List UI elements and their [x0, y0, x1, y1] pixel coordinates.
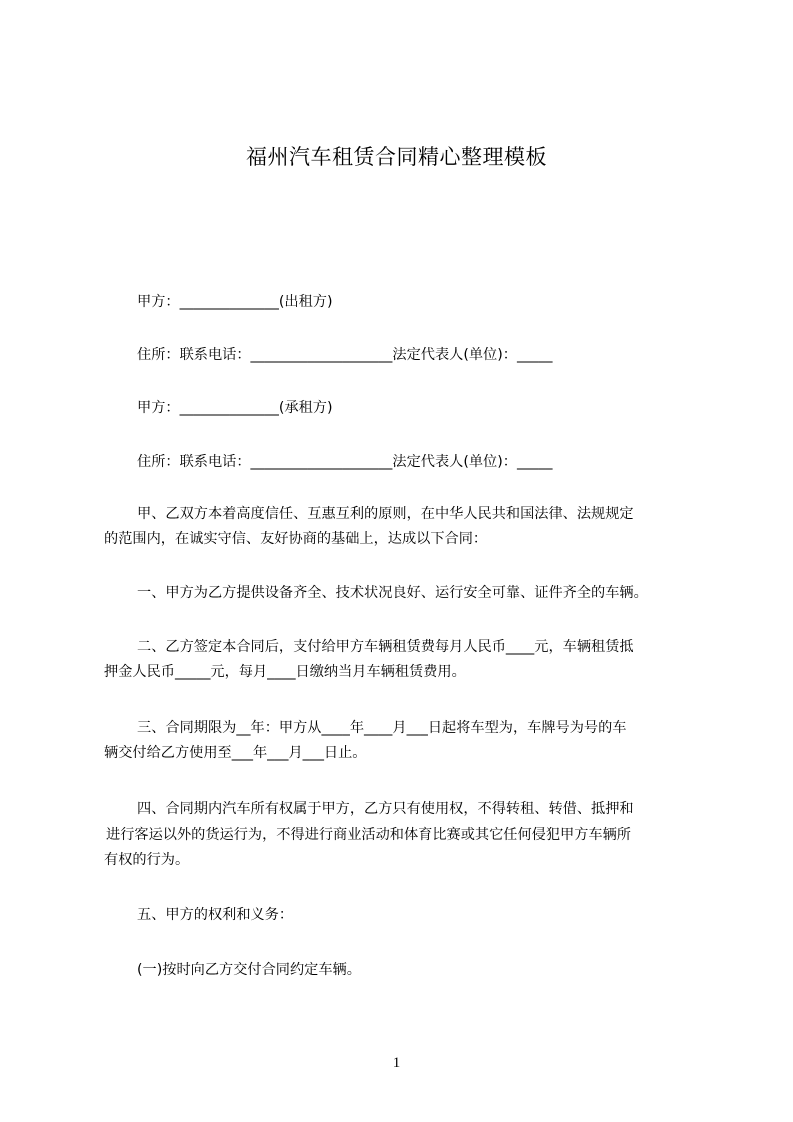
clause-4-line-3: 有权的行为。 [104, 852, 190, 868]
clause-3-line-1: 三、合同期限为__年：甲方从____年____月___日起将车型为，车牌号为号的车 [137, 720, 627, 736]
document-title: 福州汽车租赁合同精心整理模板 [246, 145, 547, 169]
clause-2-line-2: 押金人民币_____元，每月____日缴纳当月车辆租赁费用。 [104, 664, 466, 680]
clause-4-line-1: 四、合同期内汽车所有权属于甲方，乙方只有使用权，不得转租、转借、抵押和 [137, 801, 634, 817]
party-a-line: 甲方：______________(出租方) [137, 294, 333, 310]
preamble-line-2: 的范围内，在诚实守信、友好协商的基础上，达成以下合同： [104, 531, 488, 547]
clause-2-line-1: 二、乙方签定本合同后，支付给甲方车辆租赁费每月人民币____元，车辆租赁抵 [137, 639, 634, 655]
clause-4-line-2: 进行客运以外的货运行为，不得进行商业活动和体育比赛或其它任何侵犯甲方车辆所 [106, 827, 631, 843]
party-a-address-line: 住所：联系电话：____________________法定代表人(单位)：_____ [137, 347, 553, 363]
clause-5-item-1: (一)按时向乙方交付合同约定车辆。 [137, 962, 361, 978]
party-b-address-line: 住所：联系电话：____________________法定代表人(单位)：_____ [137, 454, 553, 470]
preamble-line-1: 甲、乙双方本着高度信任、互惠互利的原则，在中华人民共和国法律、法规规定 [137, 506, 634, 522]
clause-5-heading: 五、甲方的权利和义务： [137, 907, 294, 923]
clause-1: 一、甲方为乙方提供设备齐全、技术状况良好、运行安全可靠、证件齐全的车辆。 [137, 585, 648, 601]
clause-3-line-2: 辆交付给乙方使用至___年___月___日止。 [104, 745, 367, 761]
party-b-line: 甲方：______________(承租方) [137, 400, 333, 416]
page-number: 1 [392, 1055, 401, 1071]
